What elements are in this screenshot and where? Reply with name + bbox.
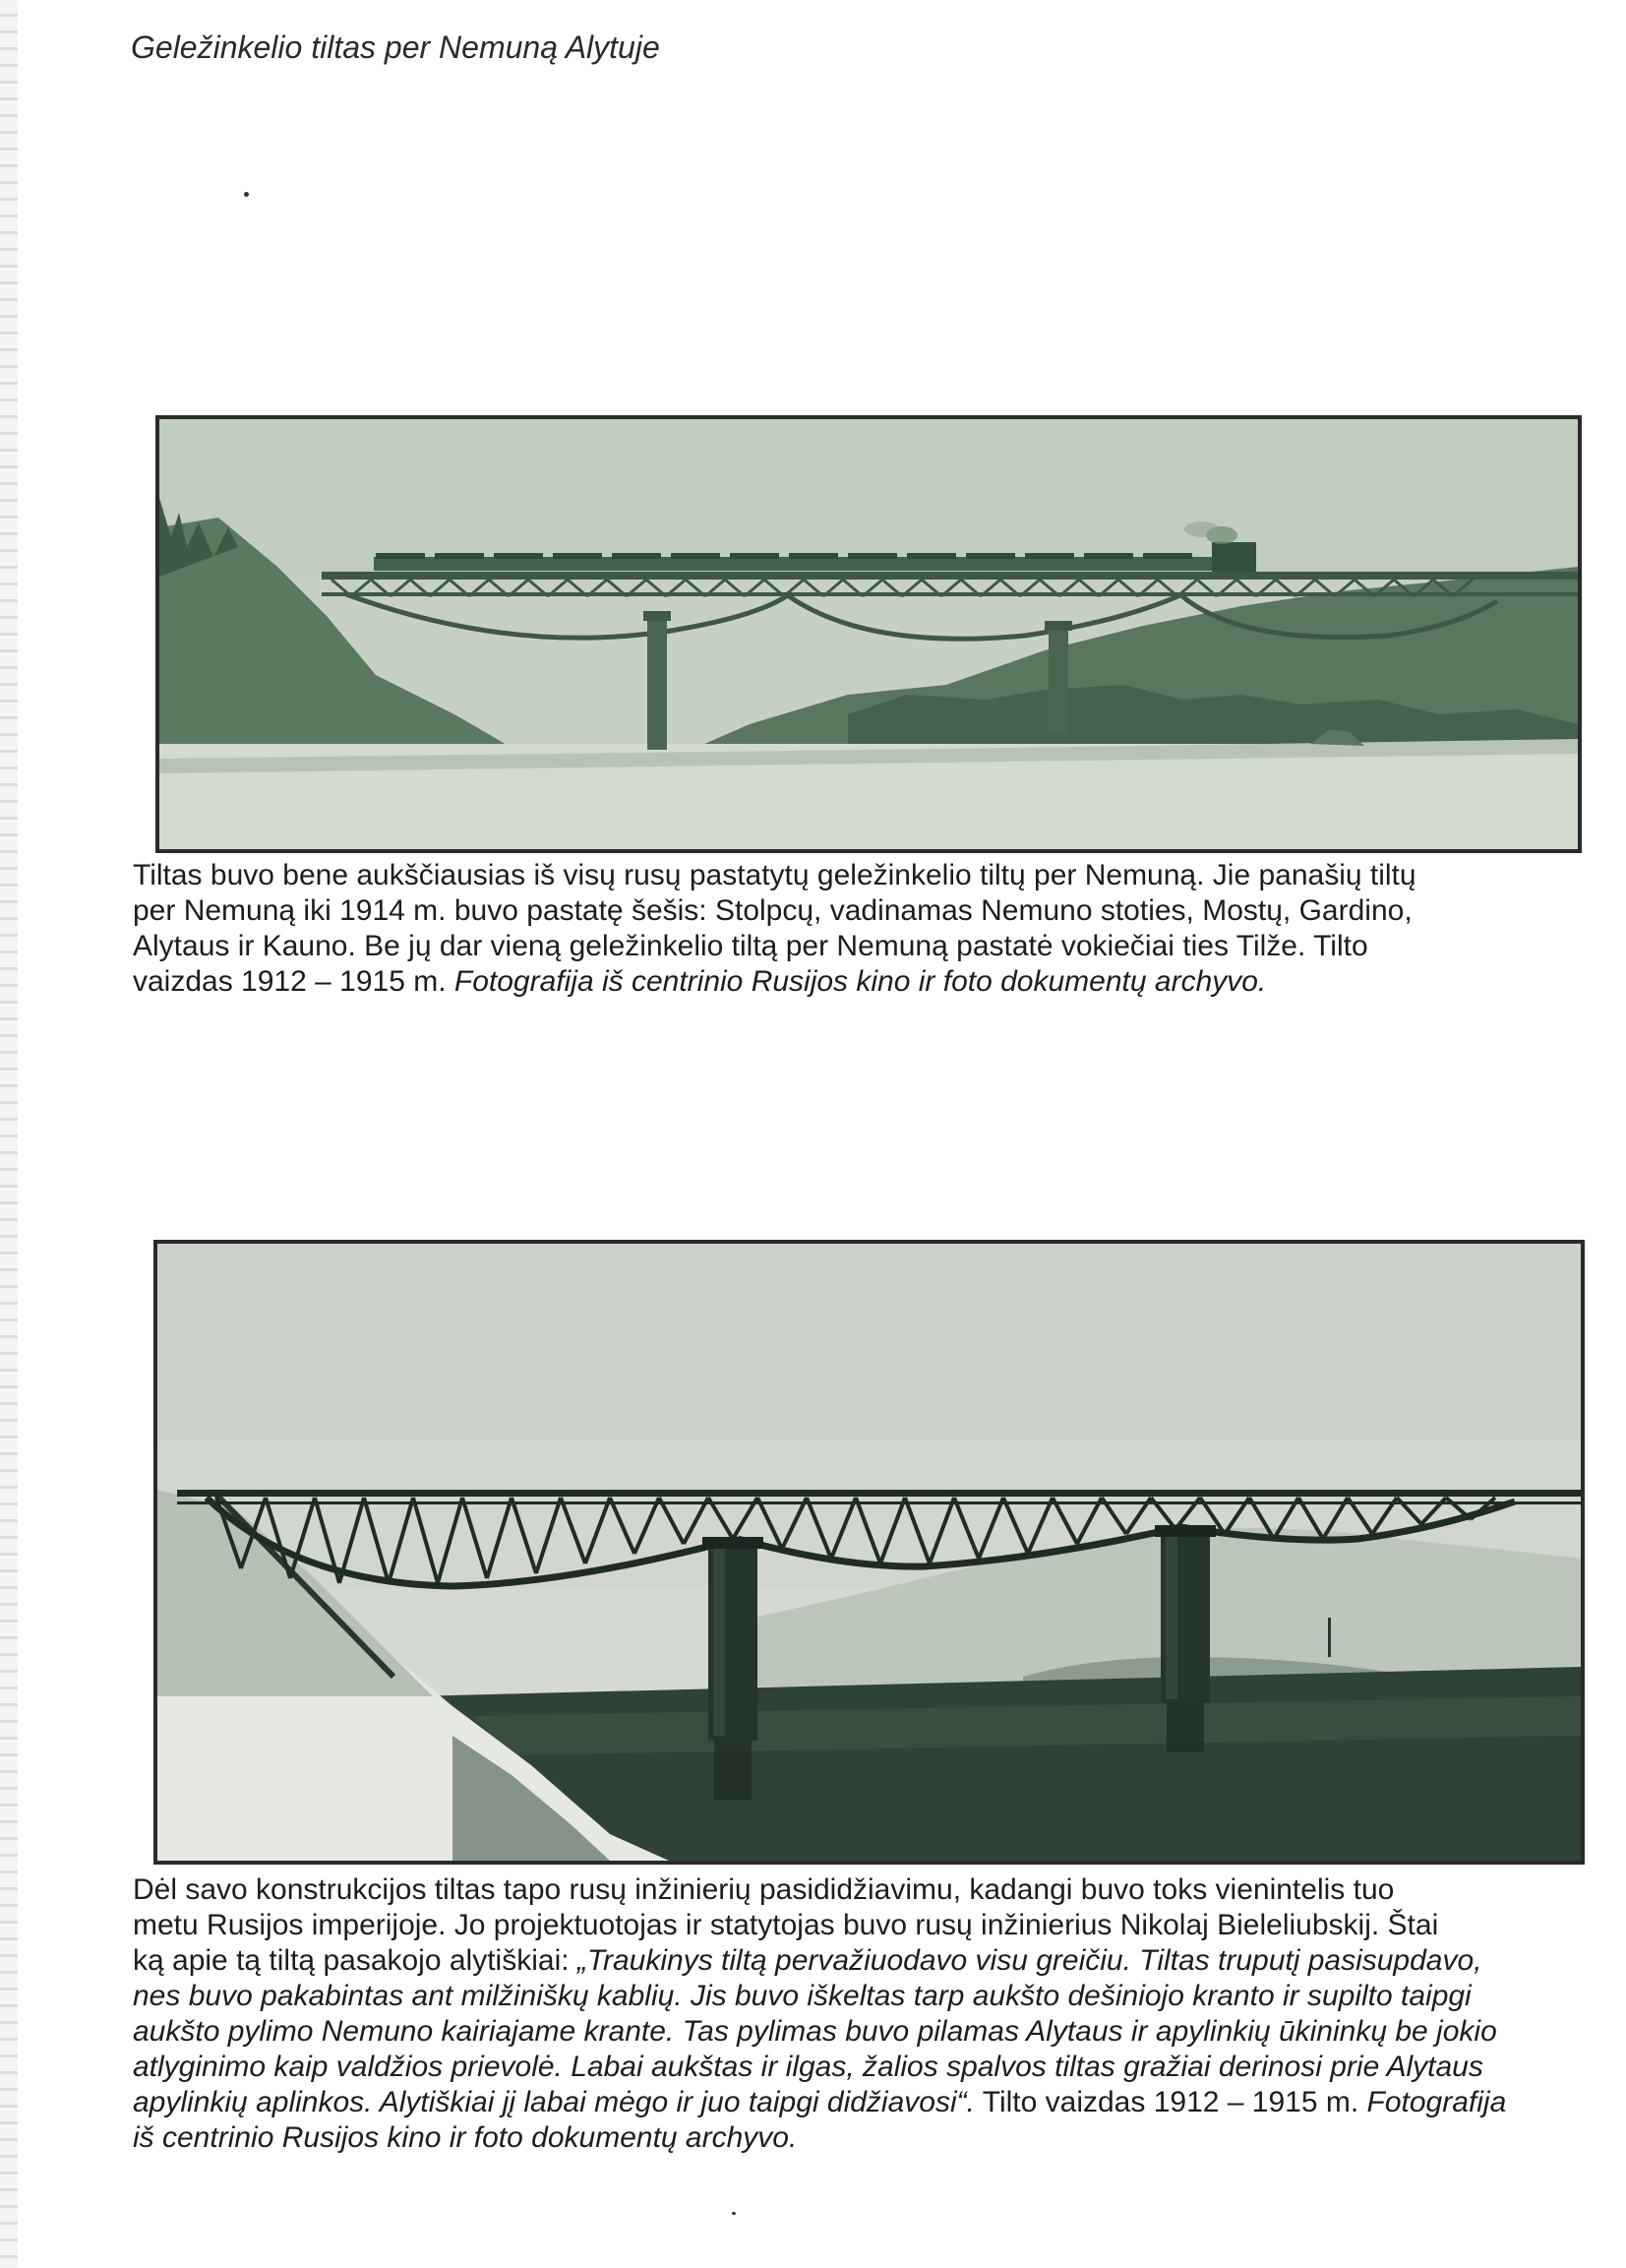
photo1-caption	[133, 858, 1598, 1000]
quote-text: apylinkių aplinkos. Alytiškiai jį labai mėgo ir juo taipgi didžiavosi“.	[133, 2086, 975, 2118]
caption-line: Tiltas buvo bene aukščiausias iš visų rusų pastatytų geležinkelio tiltų per Nemuną. Jie panašių tiltų	[133, 859, 1416, 891]
caption-line: per Nemuną iki 1914 m. buvo pastatę šešis: Stolpcų, vadinamas Nemuno stoties, Mostų, Gardino,	[133, 894, 1413, 927]
photo-credit: Fotografija	[1366, 2086, 1507, 2118]
caption-line: Alytaus ir Kauno. Be jų dar vieną geležinkelio tiltą per Nemuną pastatė vokiečiai ties Tilže. Tilto	[133, 930, 1368, 962]
caption-line	[133, 2014, 1598, 2050]
caption-line: vaizdas 1912 – 1915 m. Fotografija iš centrinio Rusijos kino ir foto dokumentų archyvo.	[133, 965, 1267, 998]
caption-line: Dėl savo konstrukcijos tiltas tapo rusų inžinierių pasididžiavimu, kadangi buvo toks vienintelis tuo	[133, 1873, 1395, 1906]
caption-line	[133, 1979, 1598, 2014]
bridge-photo-train	[155, 415, 1582, 853]
photo-credit: Fotografija iš centrinio Rusijos kino ir foto dokumentų archyvo.	[453, 965, 1267, 998]
scan-edge	[0, 0, 18, 2268]
caption-line: ką apie tą tiltą pasakojo alytiškiai: „Traukinys tiltą pervažiuodavo visu greičiu. Tiltas truputį pasisupdavo,	[133, 1944, 1482, 1977]
quote-text: „Traukinys tiltą pervažiuodavo visu greičiu. Tiltas truputį pasisupdavo,	[576, 1944, 1482, 1977]
photo-credit: iš centrinio Rusijos kino ir foto dokumentų archyvo.	[133, 2121, 798, 2154]
speck	[244, 192, 249, 197]
speck	[732, 2212, 736, 2215]
quote-text: atlyginimo kaip valdžios prievolė. Labai aukštas ir ilgas, žalios spalvos tiltas gražiai derinosi prie Alytaus	[133, 2051, 1483, 2083]
caption-line	[133, 2120, 1598, 2156]
bridge-photo-river	[153, 1240, 1585, 1865]
quote-text: nes buvo pakabintas ant milžiniškų kablių. Jis buvo iškeltas tarp aukšto dešiniojo kranto ir supilto taipgi	[133, 1980, 1472, 2012]
photo2-caption	[133, 1872, 1598, 2156]
caption-line: metu Rusijos imperijoje. Jo projektuotojas ir statytojas buvo rusų inžinierius Nikolaj Bieleliubskij. Štai	[133, 1909, 1439, 1941]
quote-text: aukšto pylimo Nemuno kairiajame krante. Tas pylimas buvo pilamas Alytaus ir apylinkių ūkininkų be jokio	[133, 2015, 1497, 2048]
caption-line: apylinkių aplinkos. Alytiškiai jį labai mėgo ir juo taipgi didžiavosi“. Tilto vaizdas 1912 – 1915 m. Fotografija	[133, 2086, 1507, 2118]
caption-line	[133, 2050, 1598, 2085]
page-title: Geležinkelio tiltas per Nemuną Alytuje	[131, 30, 660, 65]
